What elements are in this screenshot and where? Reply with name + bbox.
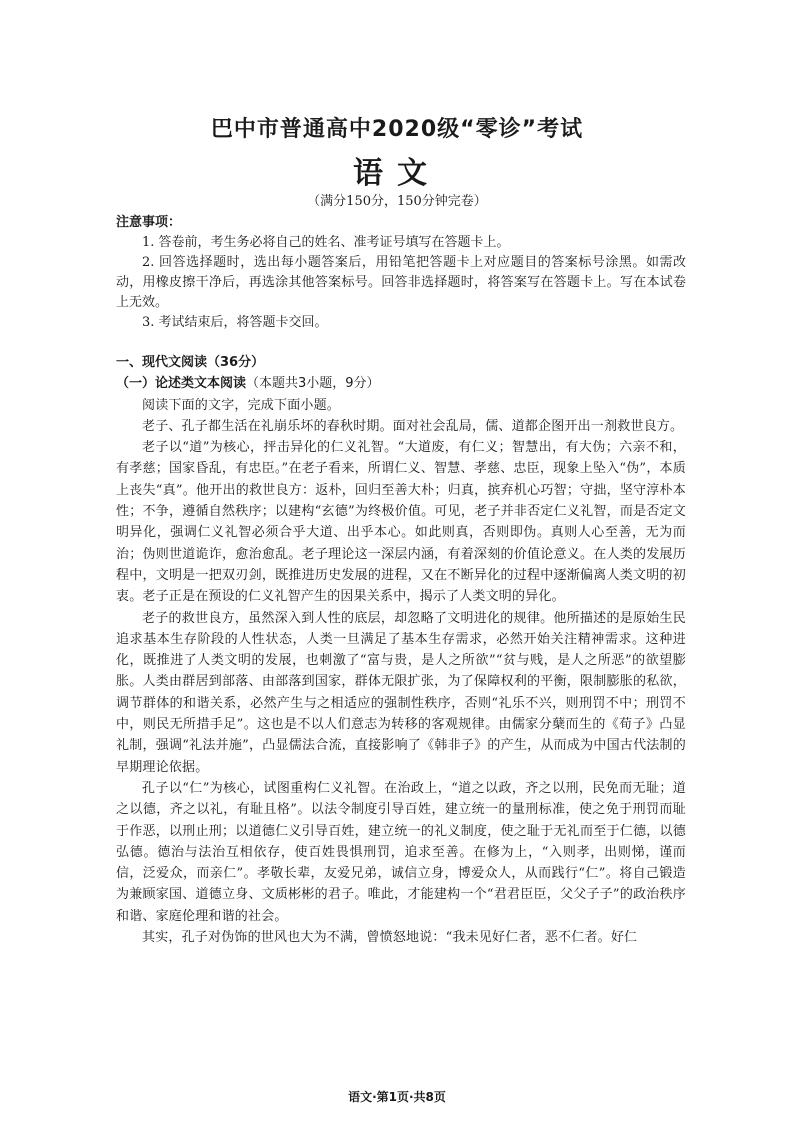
instruction-text: 阅读下面的文字，完成下面小题。 [142,397,341,413]
passage-paragraph: 老子、孔子都生活在礼崩乐坏的春秋时期。面对社会乱局，儒、道都企图开出一剂救世良方。 [142,418,684,434]
score-note: （满分150分，150分钟完卷） [307,194,487,209]
passage-paragraph: 其实，孔子对伪饰的世风也大为不满，曾愤怒地说：“我未见好仁者，恶不仁者。好仁 [142,930,638,946]
subsection-heading [116,373,686,394]
section-heading: 一、现代文阅读（36分） [116,355,265,370]
page-footer: 语文·第1页·共8页 [348,1090,446,1104]
subsection-note: （本题共3小题，9分） [246,376,380,392]
passage-paragraph: 老子的救世良方，虽然深入到人性的底层，却忽略了文明进化的规律。他所描述的是原始生民追求基本生存阶段的人性状态，人类一旦满足了基本生存需求，必然开始关注精神需求。这种进化，既推进了人类文明的发展，也刺激了“富与贵，是人之所欲”“贫与贱，是人之所恶”的欲望膨胀。人类由群居到部落、由部落到国家，群体无限扩张，为了保障权利的平衡，限制膨胀的私欲，调节群体的和谐关系，必然产生与之相适应的强制性秩序，否则“礼乐不兴，则刑罚不中；刑罚不中，则民无所措手足”。这也是不以人们意志为转移的客观规律。由儒家分蘖而生的《荀子》凸显礼制，强调“礼法并施”，凸显儒法合流，直接影响了《韩非子》的产生，从而成为中国古代法制的早期理论依据。 [116,610,686,775]
reading-section [116,352,686,948]
passage-paragraph: 老子以“道”为核心，抨击异化的仁义礼智。“大道废，有仁义；智慧出，有大伪；六亲不和，有孝慈；国家昏乱，有忠臣。”在老子看来，所谓仁义、智慧、孝慈、忠臣，现象上坠入“伪”，本质上丧失“真”。他开出的救世良方：返朴，回归至善大朴；归真，摈弃机心巧智；守拙，坚守淳朴本性；不争，遵循自然秩序；以建构“玄德”为终极价值。可见，老子并非否定仁义礼智，而是否定文明异化，强调仁义礼智必须合乎大道、出乎本心。如此则真，否则即伪。真则人心至善，无为而治；伪则世道诡诈，愈治愈乱。老子理论这一深层内涵，有着深刻的价值论意义。在人类的发展历程中，文明是一把双刃剑，既推进历史发展的进程，又在不断异化的过程中逐渐偏离人类文明的初衷。老子正是在预设的仁义礼智产生的因果关系中，揭示了人类文明的异化。 [116,440,686,605]
exam-title: 巴中市普通高中2020级“零诊”考试 [210,117,584,142]
notice-item: 1. 答卷前，考生务必将自己的姓名、准考证号填写在答题卡上。 [142,235,510,250]
subsection-label: （一）论述类文本阅读 [116,376,247,392]
notice-heading: 注意事项： [116,215,182,230]
subject-title: 语文 [353,156,441,191]
notice-block [116,213,686,333]
passage-paragraph: 孔子以“仁”为核心，试图重构仁义礼智。在治政上，“道之以政，齐之以刑，民免而无耻；道之以德，齐之以礼，有耻且格”。以法令制度引导百姓，建立统一的量刑标准，使之免于刑罚而耻于作恶，以刑止刑；以道德仁义引导百姓，建立统一的礼义制度，使之耻于无礼而至于仁德，以德弘德。德治与法治互相依存，使百姓畏惧刑罚，追求至善。在修为上，“入则孝，出则悌，谨而信，泛爱众，而亲仁”。孝敬长辈，友爱兄弟，诚信立身，博爱众人，从而践行“仁”。将自己锻造为兼顾家国、道德立身、文质彬彬的君子。唯此，才能建构一个“君君臣臣，父父子子”的政治秩序和谐、家庭伦理和谐的社会。 [116,780,686,924]
notice-item: 3. 考试结束后，将答题卡交回。 [142,315,328,330]
notice-item: 2. 回答选择题时，选出每小题答案后，用铅笔把答题卡上对应题目的答案标号涂黑。如需改动，用橡皮擦干净后，再选涂其他答案标号。回答非选择题时，将答案写在答题卡上。写在本试卷上无效。 [116,255,686,310]
